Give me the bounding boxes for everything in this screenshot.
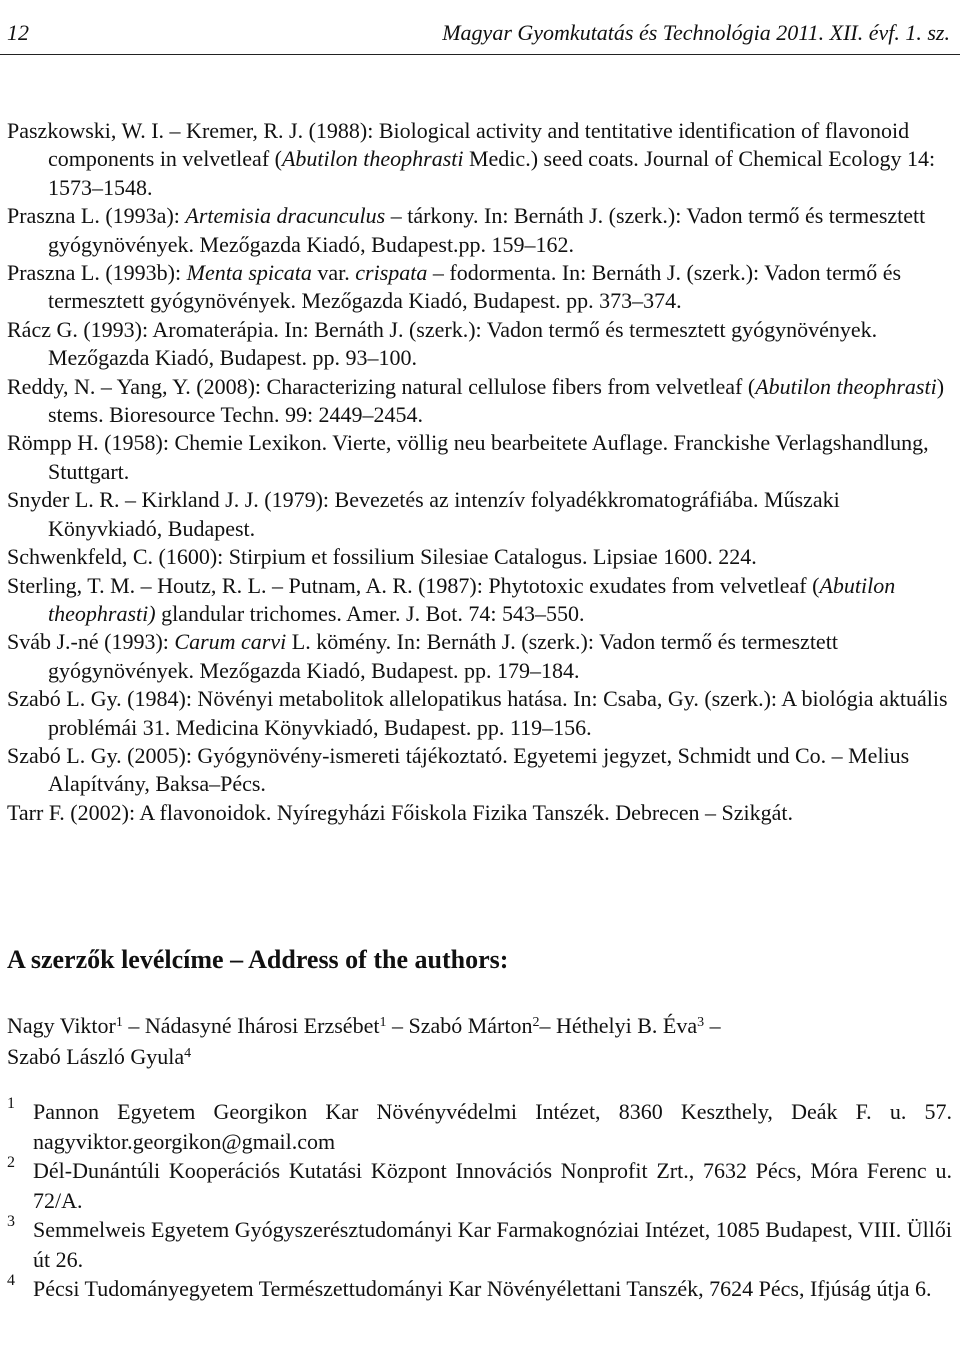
reference-text: Reddy, N. – Yang, Y. (2008): Characterizing natural cellulose fibers from velvetleaf ( <box>7 373 756 399</box>
reference-text: Sváb J.-né (1993): <box>7 629 175 655</box>
reference-text: Snyder L. R. – Kirkland J. J. (1979): Bevezetés az intenzív folyadékkromatográfiába. Műszaki Könyvkiadó, Budapest. <box>7 487 840 541</box>
reference-entry <box>7 628 952 685</box>
running-title: Magyar Gyomkutatás és Technológia 2011. XII. évf. 1. sz. <box>442 20 950 45</box>
author-separator: – <box>122 1013 145 1038</box>
italic-text: Abutilon theophrasti <box>755 373 937 399</box>
author-separator: – <box>386 1013 409 1038</box>
italic-text: Abutilon theophrasti) <box>48 572 896 626</box>
address-number: 1 <box>7 1095 15 1112</box>
reference-entry <box>7 316 952 373</box>
section-title: A szerzők levélcíme – Address of the authors: <box>7 945 509 974</box>
reference-text: Schwenkfeld, C. (1600): Stirpium et fossilium Silesiae Catalogus. Lipsiae 1600. 224. <box>7 544 757 570</box>
page-header <box>0 14 960 55</box>
reference-entry <box>7 742 952 799</box>
italic-text: Abutilon theophrasti <box>281 146 464 172</box>
author-separator: – <box>704 1013 721 1038</box>
address-list <box>7 1097 952 1304</box>
reference-text: Szabó L. Gy. (1984): Növényi metabolitok allelopatikus hatása. In: Csaba, Gy. (szerk.): A biológia aktuális problémái 31. Medicina Könyvkiadó, Budapest. pp. 119–156. <box>7 686 948 740</box>
reference-text: Szabó L. Gy. (2005): Gyógynövény-ismereti tájékoztató. Egyetemi jegyzet, Schmidt und Co. – Melius Alapítvány, Baksa–Pécs. <box>7 742 910 797</box>
reference-text: glandular trichomes. Amer. J. Bot. 74: 543–550. <box>155 600 585 626</box>
reference-entry <box>7 799 952 827</box>
reference-text: L. kömény. In: Bernáth J. (szerk.): Vadon termő és termesztett gyógynövények. Mezőgazda Kiadó, Budapest. pp. 179–184. <box>48 629 838 683</box>
reference-text: Praszna L. (1993a): <box>7 203 186 229</box>
affiliation-marker: 1 <box>115 1015 123 1030</box>
affiliation-marker: 3 <box>697 1015 705 1030</box>
italic-text: Menta spicata <box>186 260 312 286</box>
address-text: Semmelweis Egyetem Gyógyszerésztudományi Kar Farmakognóziai Intézet, 1085 Budapest, VIII. Üllői út 26. <box>33 1217 952 1272</box>
reference-text: ) stems. Bioresource Techn. 99: 2449–2454. <box>48 373 945 428</box>
address-text: Dél-Dunántúli Kooperációs Kutatási Központ Innovációs Nonprofit Zrt., 7632 Pécs, Móra Ferenc u. 72/A. <box>33 1158 952 1213</box>
reference-text: Praszna L. (1993b): <box>7 260 187 286</box>
author-list <box>7 1010 952 1072</box>
address-entry <box>7 1274 952 1304</box>
italic-text: crispata <box>355 260 428 286</box>
author-name: Nádasyné Ihárosi Erzsébet <box>144 1013 380 1038</box>
address-entry <box>7 1156 952 1215</box>
reference-text: – fodormenta. In: Bernáth J. (szerk.): Vadon termő és termesztett gyógynövények. Mezőgazda Kiadó, Budapest. pp. 373–374. <box>48 260 902 314</box>
affiliation-marker: 1 <box>379 1015 387 1030</box>
italic-text: Artemisia dracunculus <box>185 203 386 229</box>
reference-entry <box>7 117 952 202</box>
reference-text: Rácz G. (1993): Aromaterápia. In: Bernáth J. (szerk.): Vadon termő és termesztett gyógynövények. Mezőgazda Kiadó, Budapest. pp. 93–100. <box>7 316 878 371</box>
address-number: 3 <box>7 1213 15 1230</box>
reference-text: var. <box>311 260 356 286</box>
author-separator: – <box>539 1013 556 1038</box>
reference-text: Römpp H. (1958): Chemie Lexikon. Vierte, völlig neu bearbeitete Auflage. Franckishe Verlagshandlung, Stuttgart. <box>7 430 929 484</box>
reference-list <box>7 117 952 827</box>
reference-text: Sterling, T. M. – Houtz, R. L. – Putnam, A. R. (1987): Phytotoxic exudates from velvetleaf ( <box>7 572 820 598</box>
address-number: 4 <box>7 1272 15 1289</box>
address-number: 2 <box>7 1154 15 1171</box>
reference-entry <box>7 685 952 742</box>
address-entry <box>7 1215 952 1274</box>
affiliation-marker: 2 <box>532 1015 540 1030</box>
address-text: Pannon Egyetem Georgikon Kar Növényvédelmi Intézet, 8360 Keszthely, Deák F. u. 57. nagyviktor.georgikon@gmail.com <box>33 1099 952 1154</box>
reference-text: Medic.) seed coats. Journal of Chemical Ecology 14: 1573–1548. <box>48 146 936 200</box>
italic-text: Carum carvi <box>174 629 287 655</box>
reference-entry <box>7 259 952 316</box>
address-text: Pécsi Tudományegyetem Természettudományi Kar Növényélettani Tanszék, 7624 Pécs, Ifjúság útja 6. <box>33 1276 932 1301</box>
author-name: Nagy Viktor <box>7 1013 116 1038</box>
reference-text: Tarr F. (2002): A flavonoidok. Nyíregyházi Főiskola Fizika Tanszék. Debrecen – Szikgát. <box>7 799 793 825</box>
reference-entry <box>7 202 952 259</box>
reference-entry <box>7 543 952 571</box>
reference-text: – tárkony. In: Bernáth J. (szerk.): Vadon termő és termesztett gyógynövények. Mezőgazda Kiadó, Budapest.pp. 159–162. <box>48 203 926 257</box>
author-name: Héthelyi B. Éva <box>555 1013 698 1038</box>
reference-entry <box>7 373 952 430</box>
reference-entry <box>7 486 952 543</box>
address-entry <box>7 1097 952 1156</box>
reference-entry <box>7 429 952 486</box>
affiliation-marker: 4 <box>184 1046 192 1061</box>
author-name: Szabó Márton <box>408 1013 533 1038</box>
author-name: Szabó László Gyula <box>7 1044 185 1069</box>
page-number: 12 <box>7 20 29 45</box>
reference-entry <box>7 572 952 629</box>
reference-text: Paszkowski, W. I. – Kremer, R. J. (1988): Biological activity and tentitative identification of flavonoid components in velvetleaf ( <box>7 118 910 172</box>
